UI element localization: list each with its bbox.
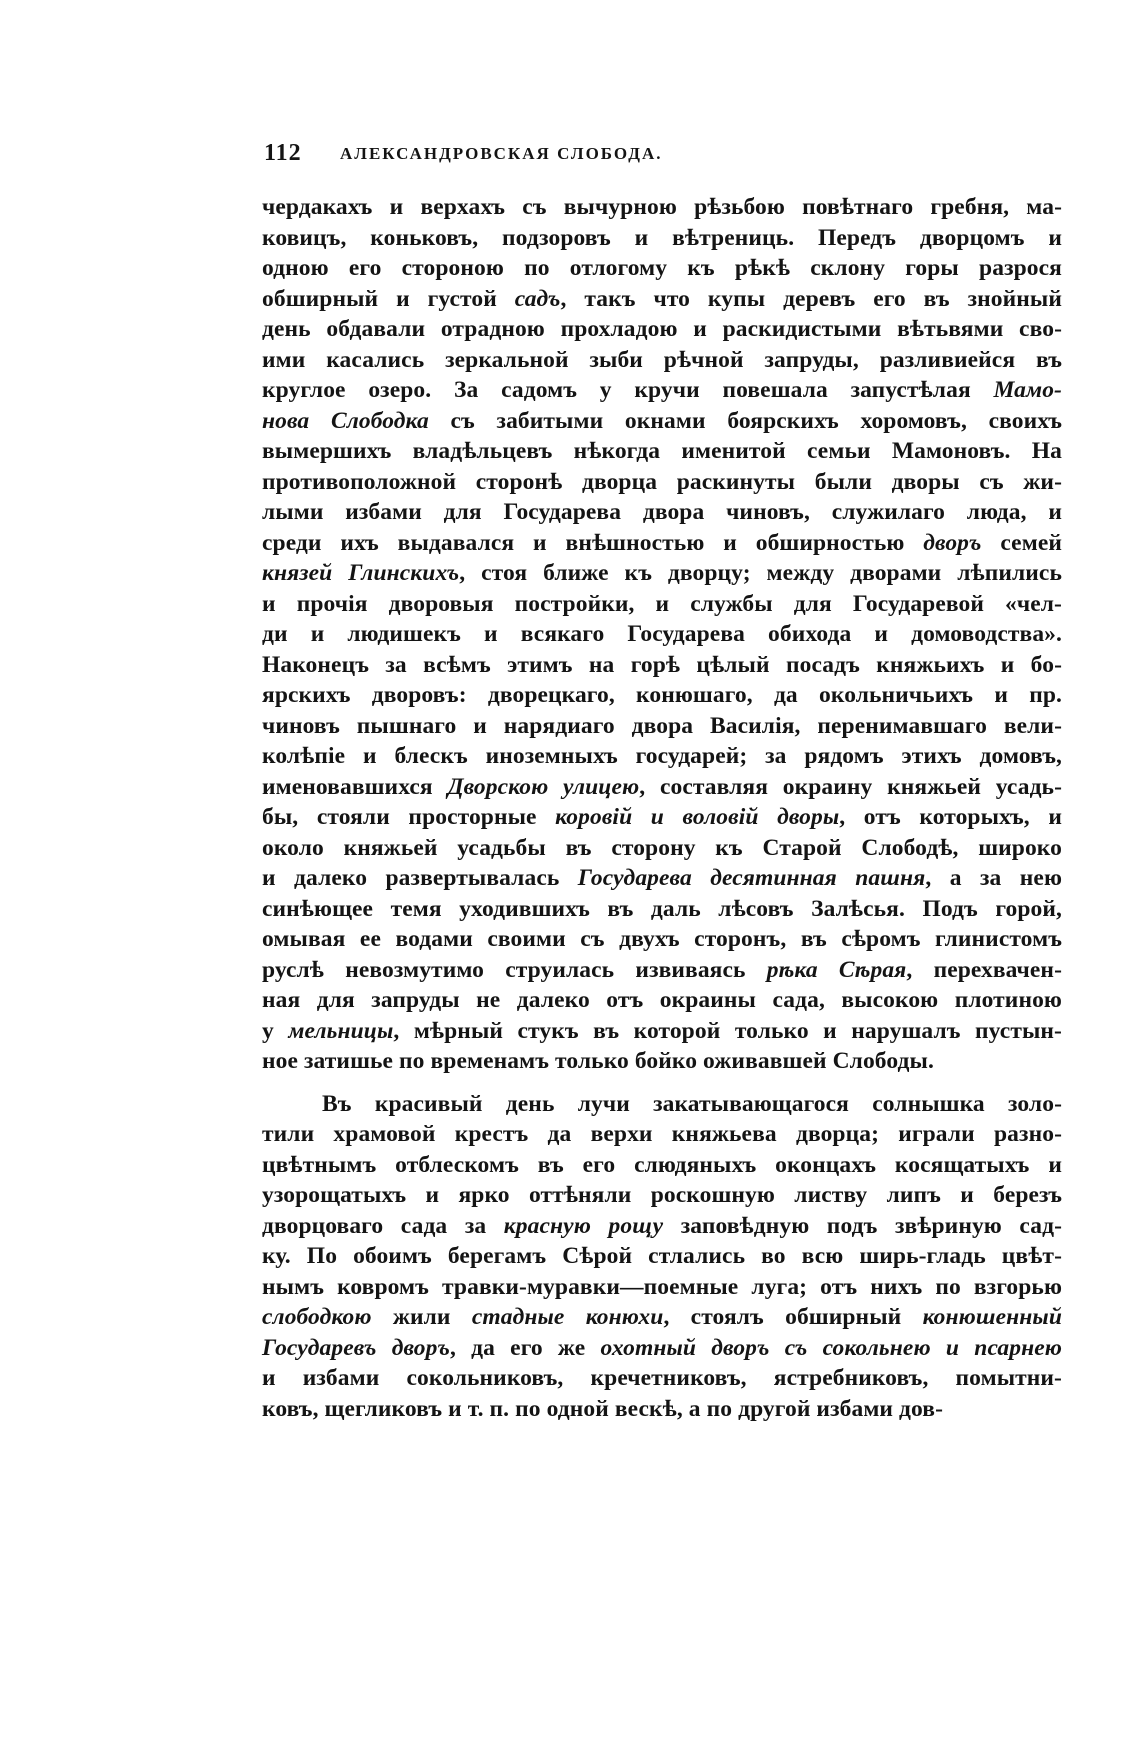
text-run: цвѣтнымъ отблескомъ въ его слюдяныхъ оконцахъ косящатыхъ и — [262, 1151, 1062, 1178]
text-line — [262, 619, 1062, 650]
text-run: колѣпіе и блескъ иноземныхъ государей; за рядомъ этихъ домовъ, — [262, 743, 1062, 769]
text-line — [262, 314, 1062, 345]
text-line — [262, 680, 1062, 711]
text-line — [262, 1394, 1062, 1425]
text-line — [262, 772, 1062, 803]
text-run: ковицъ, коньковъ, подзоровъ и вѣтрениць. Передъ дворцомъ и — [262, 224, 1062, 251]
text-run: , мѣрный стукъ въ которой только и нарушалъ пустын- — [393, 1017, 1062, 1044]
text-run: семей — [981, 529, 1062, 556]
italic-phrase: рѣка Сѣрая — [766, 956, 907, 983]
text-line — [262, 1333, 1062, 1364]
text-line — [262, 223, 1062, 254]
text-line — [262, 1150, 1062, 1181]
text-line — [262, 955, 1062, 986]
text-line — [262, 741, 1062, 772]
text-line — [262, 528, 1062, 559]
text-line — [262, 436, 1062, 467]
text-run: день обдавали отрадною прохладою и раскидистыми вѣтьвями сво- — [262, 316, 1062, 342]
text-run: съ забитыми окнами боярскихъ хоромовъ, своихъ — [428, 407, 1062, 434]
text-run: ими касались зеркальной зыби рѣчной запруды, разливиейся въ — [262, 346, 1062, 373]
italic-phrase: князей Глинскихъ — [262, 560, 460, 586]
text-run: руслѣ невозмутимо струилась извиваясь — [262, 956, 767, 983]
paragraph-gap — [262, 1077, 1062, 1089]
text-line — [262, 467, 1062, 498]
text-line — [262, 589, 1062, 620]
text-line — [262, 650, 1062, 681]
text-run: ди и людишекъ и всякаго Государева обихода и домоводства». — [262, 621, 1062, 647]
text-run: круглое озеро. За садомъ у кручи повешала запустѣлая — [262, 377, 994, 403]
italic-phrase: нова Слободка — [262, 407, 429, 434]
paragraph — [262, 1089, 1062, 1425]
text-run: противоположной сторонѣ дворца раскинуты были дворы съ жи- — [262, 468, 1062, 495]
text-run: бы, стояли просторные — [262, 804, 556, 830]
italic-phrase: Дворскою улицею — [447, 773, 640, 800]
text-run: , да его же — [449, 1334, 601, 1361]
text-run: и далеко развертывалась — [262, 865, 578, 891]
italic-phrase: Государева десятинная пашня — [577, 865, 926, 891]
text-run: , составляя окраину княжьей усадь- — [639, 773, 1063, 800]
text-run: ярскихъ дворовъ: дворецкаго, конюшаго, да окольничьихъ и пр. — [262, 682, 1062, 708]
running-head — [264, 140, 1060, 170]
text-run: нымъ ковромъ травки-муравки—поемные луга; отъ нихъ по взгорью — [262, 1273, 1062, 1300]
text-run: одною его стороною по отлогому къ рѣкѣ склону горы разрося — [262, 255, 1062, 281]
text-line — [262, 375, 1062, 406]
text-line — [262, 406, 1062, 437]
text-line — [262, 985, 1062, 1016]
italic-phrase: дворъ — [923, 529, 982, 556]
italic-phrase: красную рощу — [503, 1212, 664, 1239]
text-run: ное затишье по временамъ только бойко оживавшей Слободы. — [262, 1048, 934, 1074]
text-run: обширный и густой — [262, 285, 515, 312]
text-line — [262, 1016, 1062, 1047]
text-run: лыми избами для Государева двора чиновъ, служилаго люда, и — [262, 499, 1062, 525]
text-run: ная для запруды не далеко отъ окраины сада, высокою плотиною — [262, 987, 1062, 1013]
text-line — [262, 1363, 1062, 1394]
italic-phrase: охотный дворъ съ сокольнею и псарнею — [600, 1334, 1062, 1361]
text-run: Наконецъ за всѣмъ этимъ на горѣ цѣлый посадъ княжьихъ и бо- — [262, 651, 1062, 678]
text-run: чердакахъ и верхахъ съ вычурною рѣзьбою повѣтнаго гребня, ма- — [262, 194, 1062, 220]
italic-phrase: садъ — [514, 285, 561, 312]
text-line — [262, 894, 1062, 925]
text-line — [262, 192, 1062, 223]
text-run: , стоя ближе къ дворцу; между дворами лѣпились — [459, 560, 1062, 586]
text-line — [262, 1089, 1062, 1120]
text-line — [262, 1180, 1062, 1211]
italic-phrase: слободкою — [262, 1304, 372, 1330]
text-line — [262, 1272, 1062, 1303]
text-run: , такъ что купы деревъ его въ знойный — [560, 285, 1062, 312]
text-run: и избами сокольниковъ, кречетниковъ, ястребниковъ, помытни- — [262, 1365, 1062, 1391]
text-line — [262, 863, 1062, 894]
text-line — [262, 1119, 1062, 1150]
italic-phrase: Мамо- — [993, 377, 1062, 403]
text-run: Въ красивый день лучи закатывающагося солнышка золо- — [322, 1090, 1062, 1117]
text-run: тили храмовой крестъ да верхи княжьева дворца; играли разно- — [262, 1121, 1062, 1147]
text-line — [262, 497, 1062, 528]
text-line — [262, 1302, 1062, 1333]
text-line — [262, 253, 1062, 284]
text-run: , стоялъ обширный — [663, 1304, 923, 1330]
text-run: около княжьей усадьбы въ сторону къ Старой Слободѣ, широко — [262, 834, 1062, 861]
text-run: заповѣдную подъ звѣриную сад- — [663, 1212, 1063, 1239]
italic-phrase: Государевъ дворъ — [262, 1334, 450, 1361]
text-line — [262, 1211, 1062, 1242]
italic-phrase: стадные конюхи — [471, 1304, 664, 1330]
paragraph — [262, 192, 1062, 1077]
page-number: 112 — [264, 140, 302, 166]
running-title: АЛЕКСАНДРОВСКАЯ СЛОБОДА. — [340, 144, 663, 163]
text-line — [262, 558, 1062, 589]
text-line — [262, 833, 1062, 864]
text-run: узорощатыхъ и ярко оттѣняли роскошную листву липъ и березъ — [262, 1182, 1062, 1208]
italic-phrase: конюшенный — [922, 1304, 1063, 1330]
body-text — [262, 192, 1062, 1424]
text-run: ковъ, щегликовъ и т. п. по одной вескѣ, а по другой избами дов- — [262, 1395, 944, 1422]
text-run: , а за нею — [925, 865, 1063, 891]
text-run: синѣющее темя уходившихъ въ даль лѣсовъ Залѣсья. Подъ горой, — [262, 895, 1062, 922]
text-line — [262, 345, 1062, 376]
text-run: вымершихъ владѣльцевъ нѣкогда именитой семьи Мамоновъ. На — [262, 438, 1062, 464]
text-line — [262, 1241, 1062, 1272]
text-run: омывая ее водами своими съ двухъ сторонъ, въ сѣромъ глинистомъ — [262, 926, 1062, 952]
text-run: у — [262, 1017, 289, 1044]
italic-phrase: мельницы — [288, 1017, 394, 1044]
text-run: ку. По обоимъ берегамъ Сѣрой стлались во всю ширь-гладь цвѣт- — [262, 1243, 1062, 1269]
text-run: , перехвачен- — [906, 956, 1062, 983]
text-line — [262, 284, 1062, 315]
text-run: и прочія дворовыя постройки, и службы для Государевой «чел- — [262, 590, 1062, 617]
text-line — [262, 1046, 1062, 1077]
text-run: среди ихъ выдавался и внѣшностью и обширностью — [262, 529, 924, 556]
text-run: дворцоваго сада за — [262, 1212, 504, 1239]
text-run: жили — [371, 1304, 472, 1330]
text-line — [262, 802, 1062, 833]
text-run: именовавшихся — [262, 773, 448, 800]
text-line — [262, 924, 1062, 955]
text-run: , отъ которыхъ, и — [839, 804, 1062, 830]
italic-phrase: коровій и воловій дворы — [555, 804, 840, 830]
text-run: чиновъ пышнаго и нарядиаго двора Василія, перенимавшаго вели- — [262, 712, 1062, 739]
text-line — [262, 711, 1062, 742]
